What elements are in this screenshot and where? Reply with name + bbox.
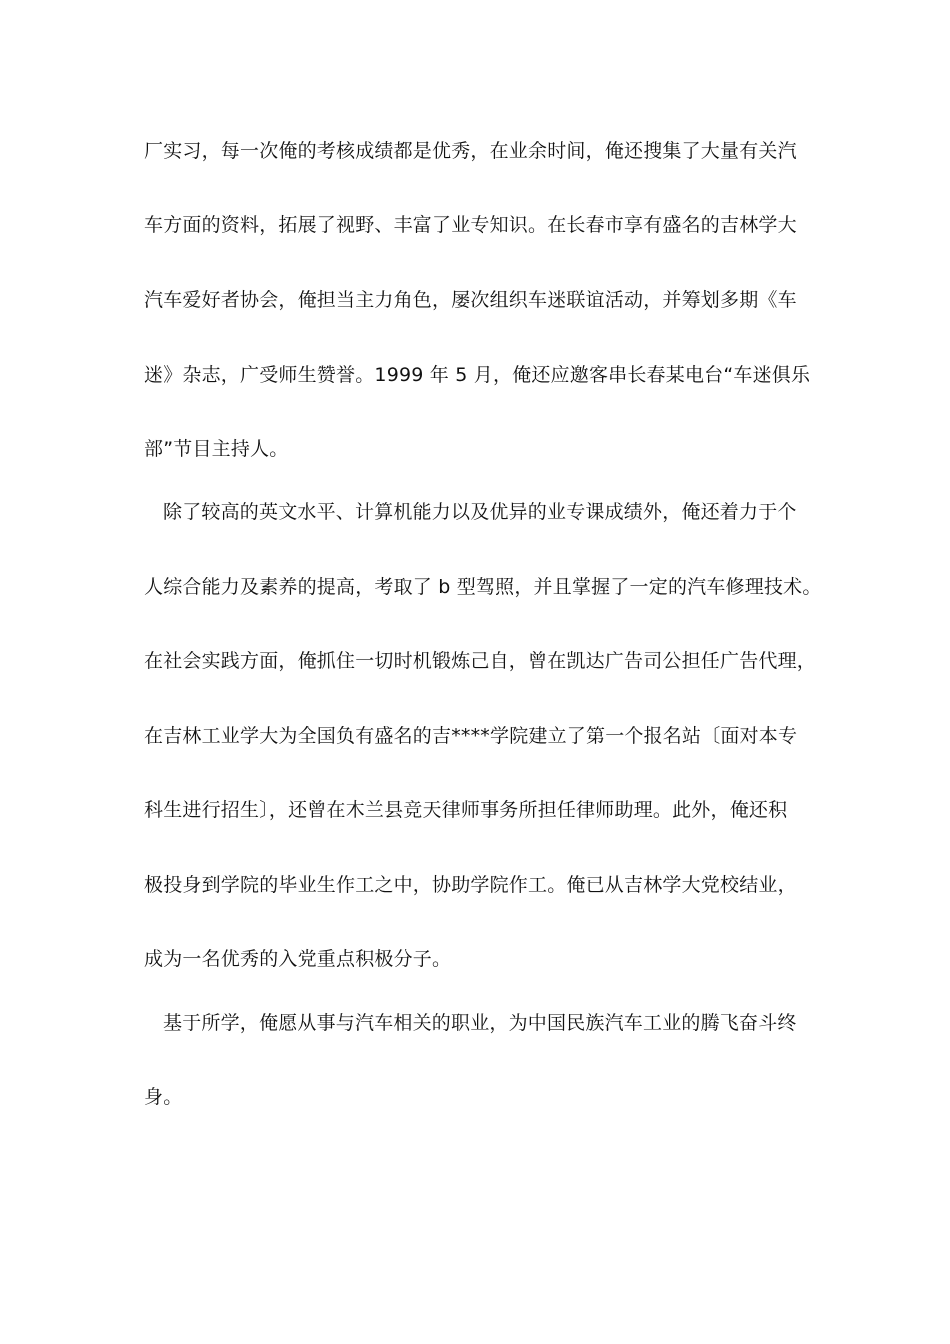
paragraph-3-line-1: 基于所学，俺愿从事与汽车相关的职业，为中国民族汽车工业的腾飞奋斗终	[163, 1012, 797, 1034]
text-line-12: 成为一名优秀的入党重点积极分子。	[144, 948, 452, 970]
paragraph-2-line-1: 除了较高的英文水平、计算机能力以及优异的业专课成绩外，俺还着力于个	[163, 501, 797, 523]
text-line-2: 车方面的资料，拓展了视野、丰富了业专知识。在长春市享有盛名的吉林学大	[144, 214, 797, 236]
text-line-9: 在吉林工业学大为全国负有盛名的吉****学院建立了第一个报名站〔面对本专	[144, 725, 798, 747]
text-line-11: 极投身到学院的毕业生作工之中，协助学院作工。俺已从吉林学大党校结业，	[144, 874, 797, 896]
text-line-7: 人综合能力及素养的提高，考取了 b 型驾照，并且掌握了一定的汽车修理技术。	[144, 576, 822, 598]
text-line-10: 科生进行招生〕，还曾在木兰县竞天律师事务所担任律师助理。此外，俺还积	[144, 799, 788, 821]
text-line-3: 汽车爱好者协会，俺担当主力角色，屡次组织车迷联谊活动，并筹划多期《车	[144, 289, 797, 311]
text-line-5: 部”节目主持人。	[144, 438, 289, 460]
text-line-4: 迷》杂志，广受师生赞誉。1999 年 5 月，俺还应邀客串长春某电台“车迷俱乐	[144, 364, 811, 386]
text-line-8: 在社会实践方面，俺抓住一切时机锻炼己自，曾在凯达广告司公担任广告代理，	[144, 650, 817, 672]
text-line-14: 身。	[144, 1086, 183, 1108]
text-line-1: 厂实习，每一次俺的考核成绩都是优秀，在业余时间，俺还搜集了大量有关汽	[144, 140, 797, 162]
